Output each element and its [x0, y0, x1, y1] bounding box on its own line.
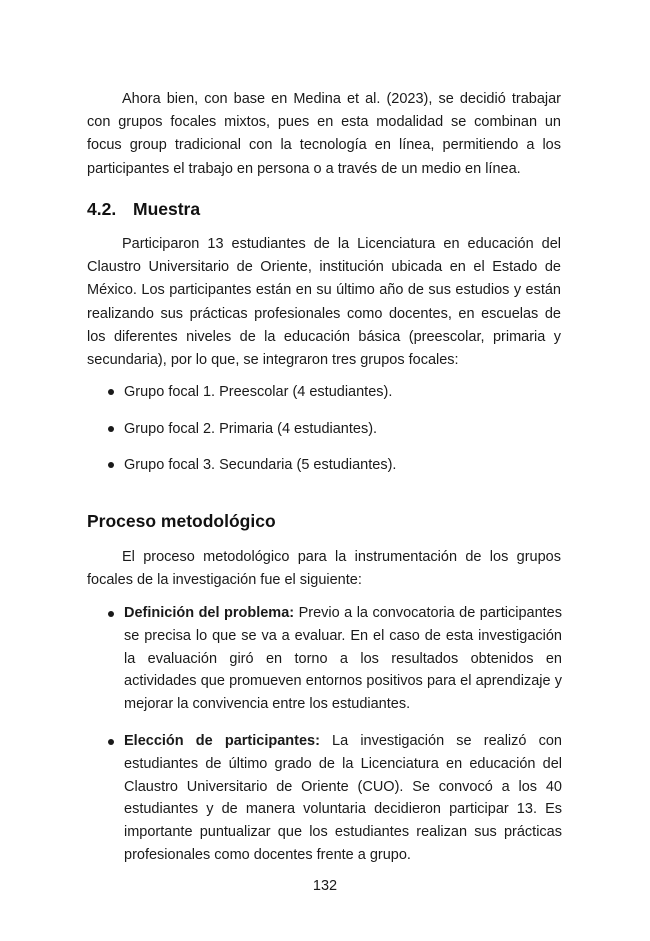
section-heading: [87, 199, 200, 220]
page-number: 132: [312, 878, 338, 894]
subsection-paragraph-block: [87, 546, 561, 592]
section-title: Muestra: [133, 199, 201, 219]
section-number: 4.2.: [87, 199, 117, 219]
group-item-2: Grupo focal 2. Primaria (4 estudiantes).: [124, 421, 378, 437]
section-paragraph: Participaron 13 estudiantes de la Licenciatura en educación del Claustro Universitario de Oriente, institución ubicada en el Estado de México. Los participantes están en su último año de sus estudios y están realizando sus prácticas profesionales como docentes, en escuelas de los diferentes niveles de la educación básica (preescolar, primaria y secundaria), por lo que, se integraron tres grupos focales:: [87, 236, 561, 369]
intro-paragraph-block: [87, 88, 561, 181]
intro-paragraph: Ahora bien, con base en Medina et al. (2023), se decidió trabajar con grupos focales mixtos, pues en esta modalidad se combinan un focus group tradicional con la tecnología en línea, permitiendo a los participantes el trabajo en persona o a través de un medio en línea.: [87, 91, 561, 177]
bullet-icon: [108, 611, 114, 617]
subsection-heading: Proceso metodológico: [87, 511, 276, 531]
group-item-1: Grupo focal 1. Preescolar (4 estudiantes).: [124, 384, 393, 400]
subsection-paragraph: El proceso metodológico para la instrumentación de los grupos focales de la investigación fue el siguiente:: [87, 549, 561, 589]
process-item-2-text: La investigación se realizó con estudiantes de último grado de la Licenciatura en educación del Claustro Universitario de Oriente (CUO). Se convocó a los 40 estudiantes y de manera voluntaria decidieron participar 13. Es importante puntualizar que los estudiantes realizan sus prácticas profesionales como docentes frente a grupo.: [124, 733, 562, 863]
process-item-2-term: Elección de participantes:: [124, 733, 320, 749]
bullet-icon: [108, 426, 114, 432]
bullet-icon: [108, 462, 114, 468]
process-item-1: [124, 602, 562, 716]
bullet-icon: [108, 739, 114, 745]
process-item-1-term: Definición del problema:: [124, 605, 295, 621]
process-item-2: [124, 730, 562, 867]
section-paragraph-block: [87, 233, 561, 372]
process-item-1-text: Previo a la convocatoria de participantes se precisa lo que se va a evaluar. En el caso de esta investigación la evaluación giró en torno a los resultados obtenidos en actividades que promueven entornos positivos para el aprendizaje y mejorar la convivencia entre los estudiantes.: [124, 605, 562, 713]
group-item-3: Grupo focal 3. Secundaria (5 estudiantes).: [124, 457, 397, 473]
bullet-icon: [108, 389, 114, 395]
